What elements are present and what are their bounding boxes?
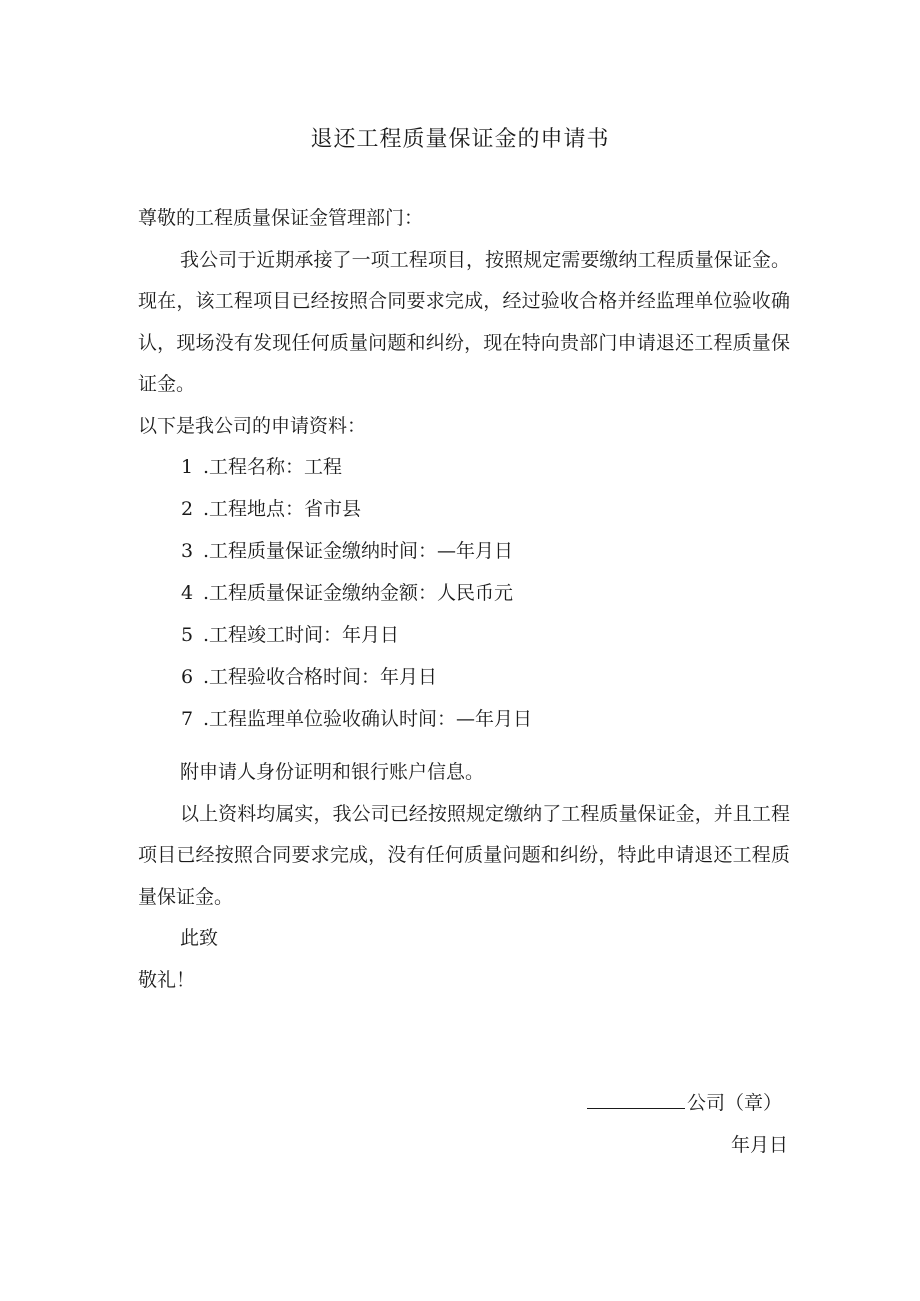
- salutation: 尊敬的工程质量保证金管理部门：: [138, 207, 424, 229]
- list-item-text: .工程名称：工程: [203, 456, 343, 478]
- list-item: [181, 537, 513, 565]
- signature-company-line: [587, 1088, 782, 1115]
- list-item-number: 2: [181, 498, 194, 520]
- list-item-text: .工程质量保证金缴纳金额：人民币元: [203, 582, 514, 604]
- list-item: [181, 621, 399, 649]
- list-item-number: 1: [181, 456, 194, 478]
- list-item-number: 4: [181, 582, 194, 604]
- list-item-text: .工程地点：省市县: [203, 498, 362, 520]
- list-item-text: .工程质量保证金缴纳时间：—年月日: [203, 540, 514, 562]
- list-item-text: .工程竣工时间：年月日: [203, 624, 400, 646]
- company-name-blank: [587, 1090, 685, 1109]
- list-item-text: .工程验收合格时间：年月日: [203, 666, 438, 688]
- signature-date: 年月日: [730, 1134, 788, 1156]
- list-item: [181, 663, 437, 691]
- closing-greeting: 此致: [180, 927, 219, 949]
- signature-company: 公司（章）: [686, 1092, 782, 1114]
- closing-salute: 敬礼！: [138, 968, 196, 991]
- list-item-number: 7: [181, 708, 194, 730]
- list-item-number: 6: [181, 666, 194, 688]
- list-item: [181, 705, 532, 733]
- list-item-text: .工程监理单位验收确认时间：—年月日: [203, 708, 533, 730]
- document-title: 退还工程质量保证金的申请书: [310, 127, 610, 152]
- list-intro: 以下是我公司的申请资料：: [138, 414, 367, 437]
- list-item: [181, 579, 513, 607]
- list-item: [181, 453, 342, 481]
- list-item-number: 5: [181, 624, 194, 646]
- closing-section: [138, 752, 790, 1001]
- intro-paragraph: 我公司于近期承接了一项工程项目，按照规定需要缴纳工程质量保证金。现在，该工程项目已经按照合同要求完成，经过验收合格并经监理单位验收确认，现场没有发现任何质量问题和纠纷，现在特向贵部门申请退还工程质量保证金。: [138, 248, 790, 395]
- list-item: [181, 495, 361, 523]
- attachment-note: 附申请人身份证明和银行账户信息。: [180, 761, 485, 783]
- list-item-number: 3: [181, 540, 194, 562]
- closing-paragraph: 以上资料均属实，我公司已经按照规定缴纳了工程质量保证金，并且工程项目已经按照合同要求完成，没有任何质量问题和纠纷，特此申请退还工程质量保证金。: [138, 802, 790, 908]
- letter-body: [138, 198, 790, 447]
